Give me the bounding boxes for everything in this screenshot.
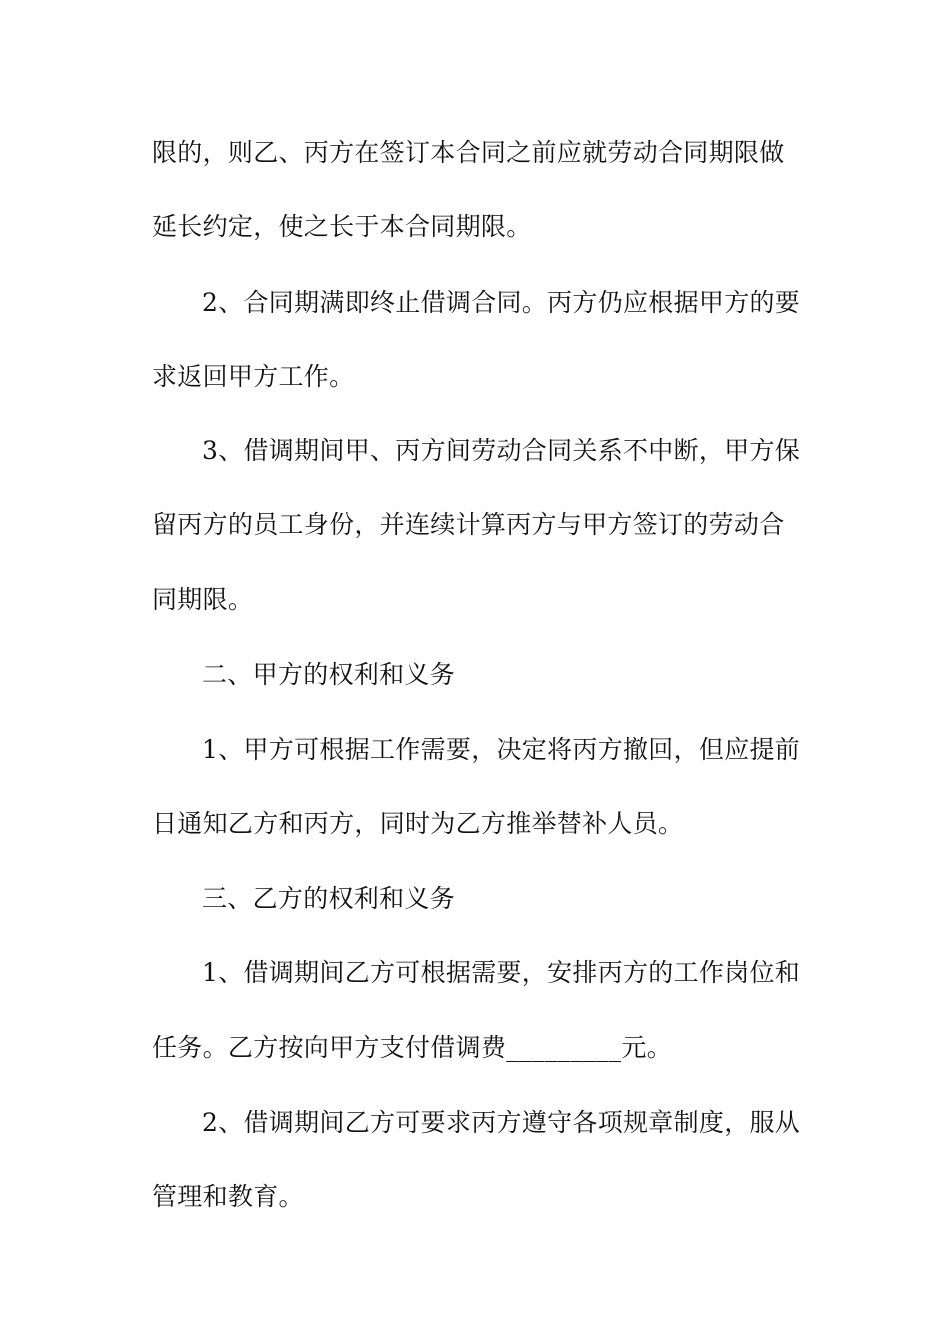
paragraph-line: 留丙方的员工身份，并连续计算丙方与甲方签订的劳动合 (152, 510, 785, 539)
clause-1-line: 1、甲方可根据工作需要，决定将丙方撤回，但应提前 (202, 735, 801, 764)
clause-1-line: 1、借调期间乙方可根据需要，安排丙方的工作岗位和 (202, 958, 801, 987)
paragraph-line: 限的，则乙、丙方在签订本合同之前应就劳动合同期限做 (152, 138, 785, 167)
section-heading-party-a: 二、甲方的权利和义务 (202, 660, 456, 689)
paragraph-line: 求返回甲方工作。 (152, 362, 355, 391)
clause-2-line: 2、借调期间乙方可要求丙方遵守各项规章制度，服从 (202, 1108, 801, 1137)
clause-3-line: 3、借调期间甲、丙方间劳动合同关系不中断，甲方保 (202, 436, 801, 465)
paragraph-line: 管理和教育。 (152, 1182, 304, 1211)
paragraph-line-with-blank: 任务。乙方按向甲方支付借调费_________元。 (152, 1033, 673, 1062)
paragraph-line: 同期限。 (152, 585, 254, 614)
paragraph-line: 日通知乙方和丙方，同时为乙方推举替补人员。 (152, 809, 684, 838)
section-heading-party-b: 三、乙方的权利和义务 (202, 884, 456, 913)
paragraph-line: 延长约定，使之长于本合同期限。 (152, 212, 532, 241)
clause-2-line: 2、合同期满即终止借调合同。丙方仍应根据甲方的要 (202, 288, 801, 317)
